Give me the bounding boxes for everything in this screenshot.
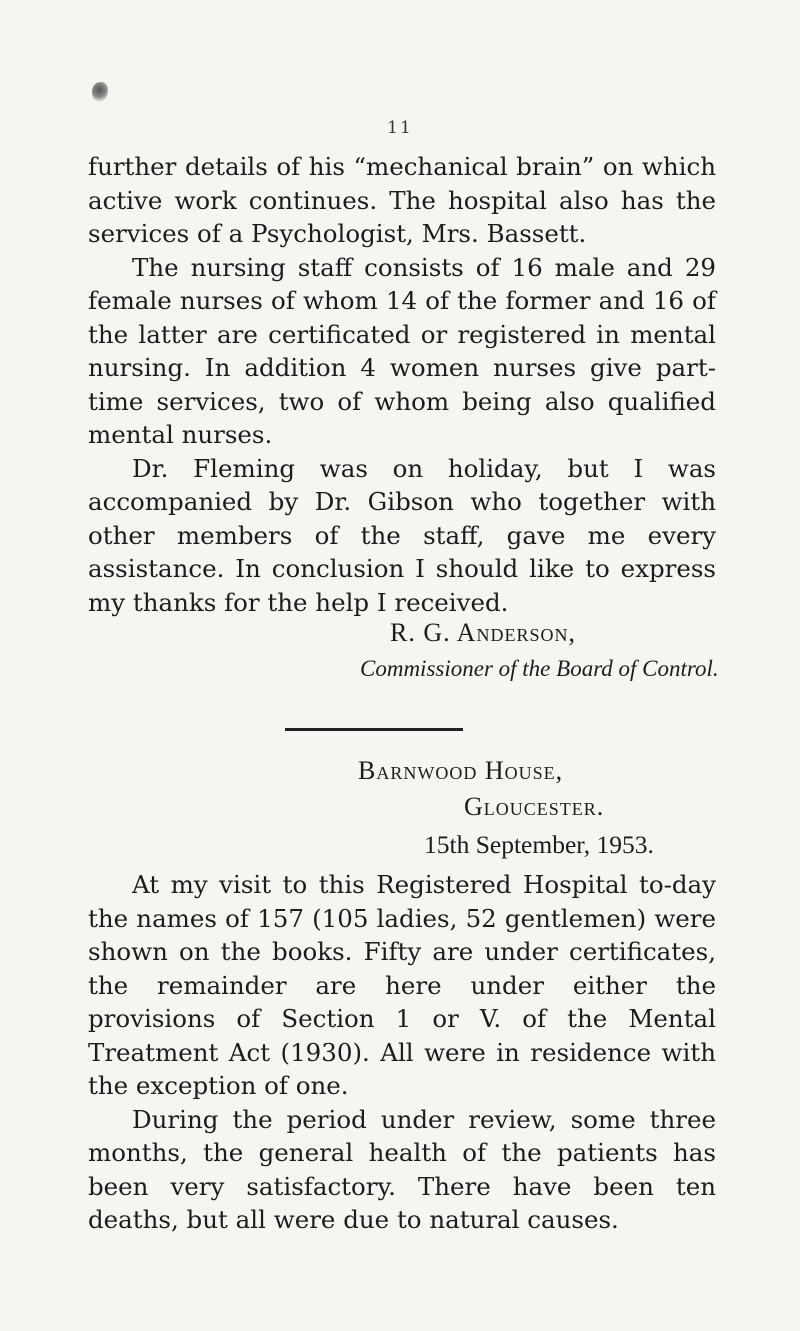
address-line-1: Barnwood House, (358, 756, 564, 785)
paragraph-visit: At my visit to this Registered Hospital to-day the names of 157 (105 ladies, 52 gentlemen) were shown on the books. Fifty are under certificates, the remainder are here under either the provisions of Section 1 or V. of the Mental Treatment Act (1930). All were in residence with the exception of one. (88, 870, 716, 1100)
ink-blot (92, 82, 108, 102)
paragraph-continuation: further details of his “mechanical brain” on which active work continues. The hospital also has the services of a Psychologist, Mrs. Bassett. (88, 152, 716, 248)
body-text-top (88, 150, 716, 619)
address-line-2: Gloucester. (464, 792, 605, 821)
signature-title: Commissioner of the Board of Control. (360, 656, 719, 681)
page-number: 11 (387, 118, 413, 138)
report-date: 15th September, 1953. (424, 830, 654, 859)
paragraph-acknowledgement: Dr. Fleming was on holiday, but I was accompanied by Dr. Gibson who together with other members of the staff, gave me every assistance. In conclusion I should like to express my thanks for the help I received. (88, 453, 716, 617)
section-divider (285, 728, 463, 731)
body-text-report (88, 868, 716, 1237)
signature-name: R. G. Anderson, (390, 618, 576, 647)
paragraph-health: During the period under review, some three months, the general health of the patients has been very satisfactory. There have been ten deaths, but all were due to natural causes. (88, 1104, 716, 1234)
paragraph-nursing-staff: The nursing staff consists of 16 male and 29 female nurses of whom 14 of the former and 16 of the latter are certificated or registered in mental nursing. In addition 4 women nurses give part-time services, two of whom being also qualified mental nurses. (88, 252, 716, 449)
